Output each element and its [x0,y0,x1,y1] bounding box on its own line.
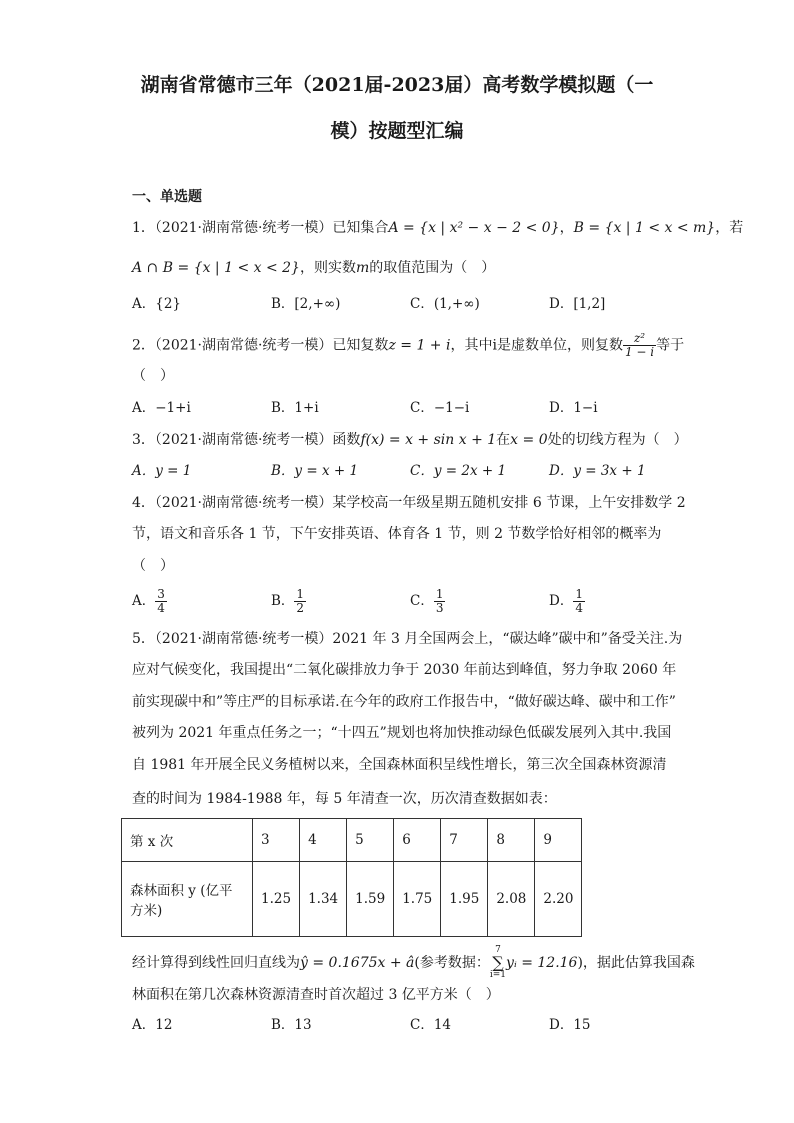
q5-sum-expr: yᵢ = 12.16 [506,955,578,971]
q2-paren: （ ） [132,368,174,384]
q3-function: f(x) = x + sin x + 1 [360,432,497,448]
q5-stem-line-3: 前实现碳中和”等庄严的目标承诺.在今年的政府工作报告中，“做好碳达峰、碳中和工作” [132,694,676,710]
data-table [121,818,582,937]
q3-option-d: D．y = 3x + 1 [549,463,646,479]
table-header-x: 第 x 次 [122,819,253,862]
table-cell: 1.59 [347,862,394,937]
q5-option-b: B．13 [271,1017,312,1033]
q4-a-num: 3 [157,587,165,601]
q2-numerator: z² [623,332,656,346]
q4-a-den: 4 [157,601,165,615]
q4-option-b [271,588,306,615]
q4-c-num: 1 [435,587,444,601]
q2-option-c: C．−1−i [410,400,470,416]
q4-stem-line-2: 节，语文和音乐各 1 节，下午安排英语、体育各 1 节，则 2 节数学恰好相邻的概率为 [132,526,662,542]
table-cell: 9 [535,819,582,862]
q4-stem-line-1: 4．（2021·湖南常德·统考一模）某学校高一年级星期五随机安排 6 节课，上午安排数学 2 [132,495,686,511]
table-cell: 8 [488,819,535,862]
table-header-y-line-2: 方米) [130,903,163,919]
section-heading: 一、单选题 [132,189,202,205]
q1-intersection: A ∩ B = {x | 1 < x < 2} [132,260,300,276]
table-cell: 3 [253,819,300,862]
q1-text-2: ，则实数 [299,260,356,276]
q4-option-b-fraction [294,588,306,615]
q4-c-den: 3 [435,601,444,615]
table-row [122,819,582,862]
table-row [122,862,582,937]
q2-stem-line-1 [132,332,684,359]
q4-option-a-label: A． [132,593,156,609]
table-cell: 5 [347,819,394,862]
q1-text: 1．（2021·湖南常德·统考一模）已知集合 [132,220,389,236]
q5-after-text-b: (参考数据： [414,955,490,971]
table-cell: 6 [394,819,441,862]
document-title [120,62,674,154]
table-cell: 2.08 [488,862,535,937]
sum-lower: i=1 [489,970,507,980]
q5-after-text-a: 经计算得到线性回归直线为 [132,955,300,971]
q1-option-d: D．[1,2] [549,296,606,312]
q3-option-a: A．y = 1 [132,463,192,479]
q2-option-b: B．1+i [271,400,319,416]
q5-stem-line-6: 查的时间为 1984-1988 年，每 5 年清查一次，历次清查数据如表： [132,791,557,807]
q1-end: 的取值范围为（ ） [369,260,496,276]
q1-stem-line-2 [132,258,495,278]
table-header-y [122,862,253,937]
q4-b-num: 1 [296,587,305,601]
title-line-1: 湖南省常德市三年（2021届-2023届）高考数学模拟题（一 [140,74,654,96]
q4-option-c [410,588,445,615]
q4-stem-line-3: （ ） [132,558,174,574]
q5-stem-line-4: 被列为 2021 年重点任务之一；“十四五”规划也将加快推动绿色低碳发展列入其中.我国 [132,725,672,741]
q4-d-den: 4 [575,601,583,615]
q5-option-c: C．14 [410,1017,452,1033]
q1-tail: ，若 [715,220,744,236]
q4-option-a-fraction [155,588,167,615]
q2-option-a: A．−1+i [132,400,191,416]
q5-option-d: D．15 [549,1017,591,1033]
q5-option-a: A．12 [132,1017,173,1033]
title-line-2: 模）按题型汇编 [330,120,464,142]
q4-option-d [549,588,585,615]
q3-end: 处的切线方程为（ ） [547,432,688,448]
q3-mid: 在 [496,432,511,448]
q2-end: 等于 [656,337,685,354]
q4-b-den: 2 [296,601,305,615]
q1-option-b: B．[2,+∞) [271,296,341,312]
q1-option-c: C．(1,+∞) [410,296,480,312]
q2-denominator: 1 − i [624,345,655,359]
q1-option-a: A．{2} [132,296,182,312]
q3-text: 3．（2021·湖南常德·统考一模）函数 [132,432,361,448]
q2-mid: ，其中i是虚数单位，则复数 [450,337,623,354]
q4-option-d-label: D． [549,593,574,609]
q2-expr: z = 1 + i [388,337,451,354]
table-cell: 1.25 [253,862,300,937]
table-cell: 4 [300,819,347,862]
q3-point: x = 0 [510,432,548,448]
q4-option-c-fraction [434,588,446,615]
q1-var: m [355,260,370,276]
q1-comma: ， [559,220,574,236]
table-cell: 1.75 [394,862,441,937]
summation-symbol: 7 ∑ i=1 [489,945,507,980]
q5-after-line-1 [132,946,695,980]
table-cell: 7 [441,819,488,862]
q2-text: 2．（2021·湖南常德·统考一模）已知复数 [132,337,389,354]
table-cell: 1.34 [300,862,347,937]
q5-regression-eq: ŷ = 0.1675x + â [300,955,415,971]
q2-option-d: D．1−i [549,400,598,416]
table-header-y-line-1: 森林面积 y (亿平 [130,883,233,899]
q3-stem [132,430,688,450]
q5-after-text-c: )，据此估算我国森 [577,955,695,971]
q4-option-b-label: B． [271,593,295,609]
q4-option-d-fraction [573,588,585,615]
q1-set-b: B = {x | 1 < x < m} [573,220,716,236]
q5-stem-line-1: 5．（2021·湖南常德·统考一模）2021 年 3 月全国两会上，“碳达峰”碳中和”备受关注.为 [132,631,683,647]
q4-option-a [132,588,167,615]
q4-option-c-label: C． [410,593,434,609]
q4-d-num: 1 [575,587,583,601]
q3-option-c: C．y = 2x + 1 [410,463,507,479]
sum-upper: 7 [495,945,501,955]
q5-stem-line-5: 自 1981 年开展全民义务植树以来，全国森林面积呈线性增长，第三次全国森林资源清 [132,757,667,773]
q3-option-b: B．y = x + 1 [271,463,359,479]
q1-stem-line-1 [132,218,743,238]
q5-stem-line-2: 应对气候变化，我国提出“二氧化碳排放力争于 2030 年前达到峰值，努力争取 2060 年 [132,662,677,678]
q1-set-a: A = {x | x² − x − 2 < 0} [388,220,560,236]
q5-after-line-2: 林面积在第几次森林资源清查时首次超过 3 亿平方米（ ） [132,987,500,1003]
table-cell: 2.20 [535,862,582,937]
q2-fraction [623,332,656,359]
table-cell: 1.95 [441,862,488,937]
